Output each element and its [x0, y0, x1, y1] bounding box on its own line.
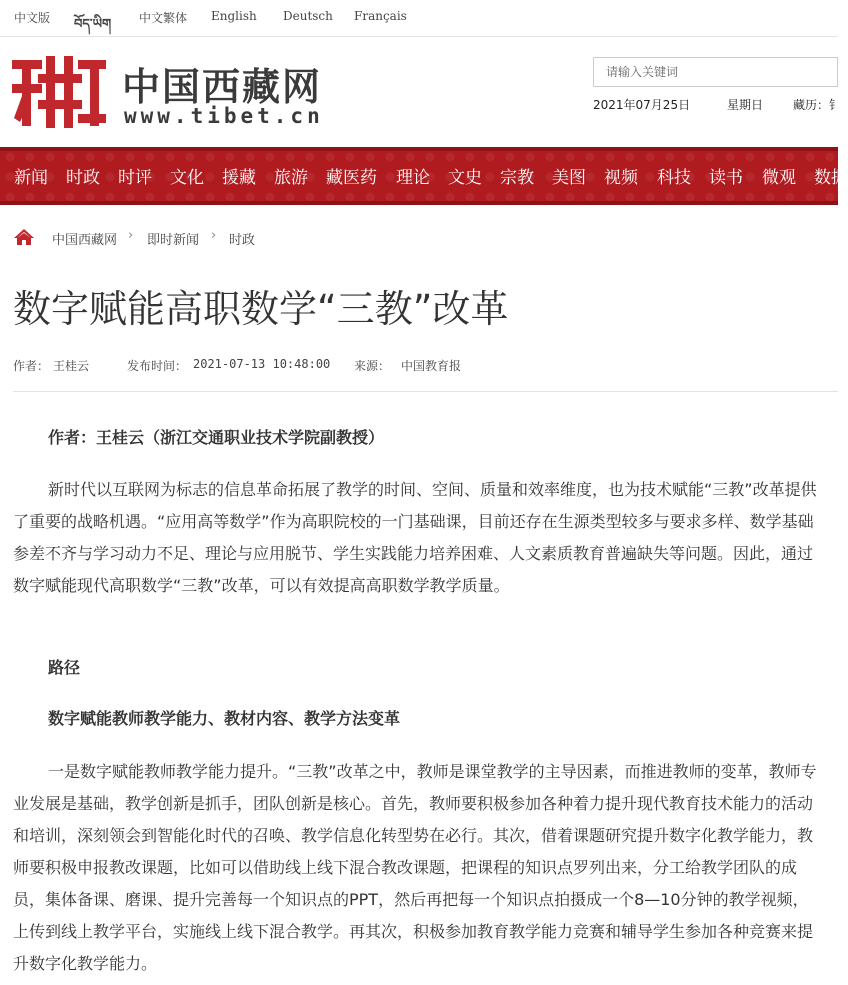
publish-time-label: 发布时间： — [127, 359, 188, 373]
nav-item-aid-tibet[interactable]: 援藏 — [222, 168, 256, 188]
nav-item-video[interactable]: 视频 — [604, 168, 638, 188]
article-paragraph: 新时代以互联网为标志的信息革命拓展了教学的时间、空间、质量和效率维度，也为技术赋能“三教”改革提供了重要的战略机遇。“应用高等数学”作为高职院校的一门基础课，目前还存在生源类型较多与要求多样、数学基础参差不齐与学习动力不足、理论与应用脱节、学生实践能力培养困难、人文素质教育普遍缺失等问题。因此，通过数字赋能现代高职数学“三教”改革，可以有效提高高职数学教学质量。 — [13, 480, 817, 595]
lang-link-en[interactable]: English — [211, 9, 257, 23]
nav-item-theory[interactable]: 理论 — [396, 168, 430, 188]
nav-item-politics[interactable]: 时政 — [66, 168, 100, 188]
source-label: 来源： — [354, 359, 391, 373]
author-label: 作者： — [13, 359, 50, 373]
current-weekday: 星期日 — [727, 98, 764, 112]
article-section-heading: 路径 — [48, 658, 81, 677]
lang-link-zh[interactable]: 中文版 — [14, 11, 51, 25]
lang-link-tibetan[interactable]: བོད་ཡིག — [74, 17, 112, 32]
nav-item-reading[interactable]: 读书 — [709, 168, 743, 188]
header-divider — [13, 391, 838, 392]
article-subheading: 数字赋能教师教学能力、教材内容、教学方法变革 — [48, 709, 401, 728]
publish-time: 2021-07-13 10:48:00 — [193, 357, 331, 371]
breadcrumb-home[interactable]: 中国西藏网 — [52, 233, 118, 248]
nav-item-data[interactable]: 数据 — [814, 168, 848, 188]
lang-link-zh-traditional[interactable]: 中文繁体 — [139, 11, 188, 25]
home-icon[interactable] — [13, 228, 35, 246]
breadcrumb-separator: › — [211, 228, 217, 243]
author-name: 王桂云 — [53, 359, 90, 373]
nav-item-tibetan-medicine[interactable]: 藏医药 — [326, 168, 377, 188]
nav-item-culture[interactable]: 文化 — [170, 168, 204, 188]
current-date: 2021年07月25日 — [593, 98, 691, 112]
lang-link-fr[interactable]: Français — [354, 9, 407, 23]
article-paragraph: 一是数字赋能教师教学能力提升。“三教”改革之中，教师是课堂教学的主导因素，而推进教师的变革，教师专业发展是基础，教学创新是抓手，团队创新是核心。首先，教师要积极参加各种着力提升现代教育技术能力的活动和培训，深刻领会到智能化时代的召唤、教学信息化转型势在必行。其次，借着课题研究提升数字化教学能力，教师要积极申报教改课题，比如可以借助线上线下混合教改课题，把课程的知识点罗列出来，分工给教学团队的成员，集体备课、磨课、提升完善每一个知识点的PPT，然后再把每一个知识点拍摄成一个8—10分钟的教学视频，上传到线上教学平台，实施线上线下混合教学。再其次，积极参加教育教学能力竞赛和辅导学生参加各种竞赛来提升数字化教学能力。 — [13, 762, 817, 973]
site-url[interactable]: www.tibet.cn — [124, 104, 324, 128]
nav-item-tech[interactable]: 科技 — [657, 168, 691, 188]
breadcrumb-politics[interactable]: 时政 — [229, 233, 256, 248]
nav-item-religion[interactable]: 宗教 — [500, 168, 534, 188]
nav-item-micro[interactable]: 微观 — [762, 168, 796, 188]
breadcrumb-news[interactable]: 即时新闻 — [147, 233, 200, 248]
breadcrumb-separator: › — [128, 228, 134, 243]
nav-item-travel[interactable]: 旅游 — [274, 168, 308, 188]
lang-link-de[interactable]: Deutsch — [283, 9, 333, 23]
language-bar — [0, 0, 838, 37]
site-logo-mark[interactable] — [12, 56, 106, 128]
tibetan-calendar-date: 藏历：钅 — [793, 98, 842, 112]
nav-item-photos[interactable]: 美图 — [552, 168, 586, 188]
nav-item-commentary[interactable]: 时评 — [118, 168, 152, 188]
source-name: 中国教育报 — [401, 359, 462, 373]
search-input[interactable] — [593, 57, 838, 87]
main-nav — [0, 147, 848, 205]
nav-item-news[interactable]: 新闻 — [14, 168, 48, 188]
article-title: 数字赋能高职数学“三教”改革 — [13, 287, 509, 331]
site-name[interactable]: 中国西藏网 — [122, 64, 323, 109]
article-byline: 作者：王桂云（浙江交通职业技术学院副教授） — [48, 428, 385, 447]
nav-item-history[interactable]: 文史 — [448, 168, 482, 188]
